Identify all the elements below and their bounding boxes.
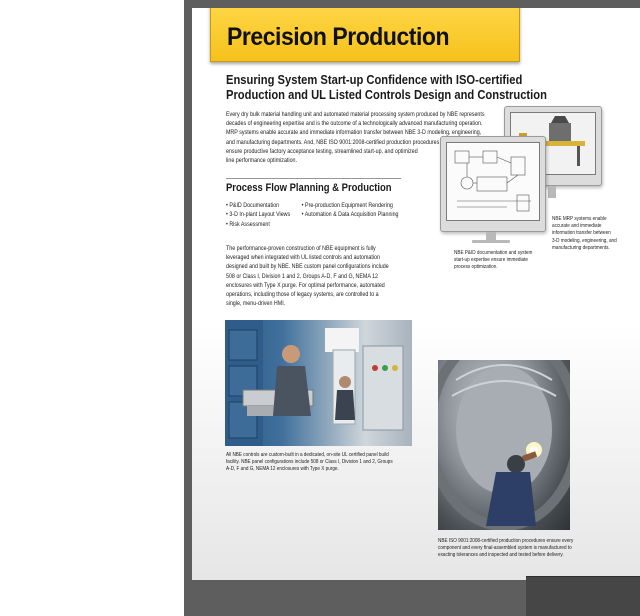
caption-line: NBE ISO 9001:2008-certified production procedures ensure every	[438, 538, 574, 544]
controls-line: designed and built by NBE. NBE custom panel configurations include	[226, 263, 389, 271]
controls-line: enclosures with Type X purge. For optimal performance, automated	[226, 281, 385, 289]
viewer-left-area	[0, 0, 184, 616]
controls-line: operations, including those of legacy systems, are controlled to a	[226, 291, 379, 299]
caption-line: manufacturing departments.	[552, 244, 610, 251]
caption-line: A-D, F and G, NEMA 12 enclosures with Type X purge.	[226, 466, 339, 473]
caption-line: start-up expertise ensure immediate	[454, 257, 528, 264]
viewer-bottom-panel	[526, 576, 640, 616]
bullet-item: • Automation & Data Acquisition Planning	[301, 211, 399, 219]
headline	[226, 72, 547, 102]
monitor-back-stand	[548, 186, 556, 198]
intro-line: decades of engineering expertise and is the outcome of a technologically advanced manufacturing operation.	[226, 120, 483, 128]
welding-photo	[438, 360, 570, 530]
bullet-item: • Pre-production Equipment Rendering	[301, 202, 393, 209]
brochure-page	[192, 8, 640, 580]
welding-photo-image	[438, 360, 570, 530]
intro-line: ensure productive factory acceptance testing, streamlined start-up, and optimized	[226, 147, 418, 155]
section-divider	[226, 178, 401, 179]
bullet-list	[226, 201, 399, 229]
bullet-item: • P&ID Documentation	[226, 202, 280, 209]
monitor-front-stand	[486, 232, 496, 240]
caption-line: All NBE controls are custom-built in a dedicated, on-site UL certified panel build	[226, 452, 389, 458]
page-title: Precision Production	[227, 23, 450, 51]
bullet-item: • 3-D In-plant Layout Views	[226, 211, 291, 219]
bullet-row	[226, 220, 399, 229]
intro-line: line performance optimization.	[226, 157, 297, 165]
control-panel-photo	[225, 320, 412, 446]
intro-line: Every dry bulk material handling unit and automated material processing system produced by NBE represents	[226, 111, 485, 118]
bullet-row	[226, 210, 399, 219]
controls-line: single, menu-driven HMI.	[226, 300, 286, 308]
controls-line: 508 or Class I, Division 1 and 2, Groups A-D, F and G, NEMA 12	[226, 272, 379, 280]
control-panel-photo-image	[225, 320, 412, 446]
monitor-front-base	[472, 240, 510, 243]
pid-diagram-image	[447, 143, 540, 221]
bullet-row	[226, 201, 399, 210]
section-title: Process Flow Planning & Production	[226, 182, 392, 194]
controls-line: leveraged when integrated with UL listed controls and automation	[226, 254, 380, 262]
intro-line: and manufacturing departments. And, NBE ISO 9001:2008-certified production procedures	[226, 138, 440, 146]
caption-line: NBE P&ID documentation and system	[454, 250, 533, 256]
caption-pid	[454, 250, 532, 272]
caption-line: exacting tolerances and inspected and tested before delivery.	[438, 552, 564, 559]
bullet-item: • Risk Assessment	[226, 220, 270, 228]
monitor-front-screen	[446, 142, 540, 221]
caption-weld	[438, 538, 573, 560]
controls-paragraph	[226, 244, 389, 308]
caption-line: accurate and immediate	[552, 223, 602, 230]
caption-line: component and every final-assembled system is manufactured to	[438, 545, 572, 552]
title-banner	[210, 8, 520, 62]
caption-line: process optimization.	[454, 264, 498, 271]
intro-line: MRP systems enable accurate and immediate information transfer between NBE 3-D modeling, engineering,	[226, 129, 482, 137]
caption-line: NBE MRP systems enable	[552, 216, 607, 222]
controls-line: The performance-proven construction of NBE equipment is fully	[226, 245, 376, 252]
headline-line-2: Production and UL Listed Controls Design and Construction	[226, 87, 547, 102]
caption-line: information transfer between	[552, 230, 611, 237]
caption-line: facility. NBE panel configurations include 508 or Class I, Division 1 and 2, Groups	[226, 459, 393, 466]
headline-line-1: Ensuring System Start-up Confidence with ISO-certified	[226, 72, 523, 87]
caption-line: 3-D modeling, engineering, and	[552, 237, 617, 244]
caption-mrp	[552, 216, 617, 252]
caption-panel	[226, 452, 393, 474]
monitor-front	[440, 136, 546, 232]
